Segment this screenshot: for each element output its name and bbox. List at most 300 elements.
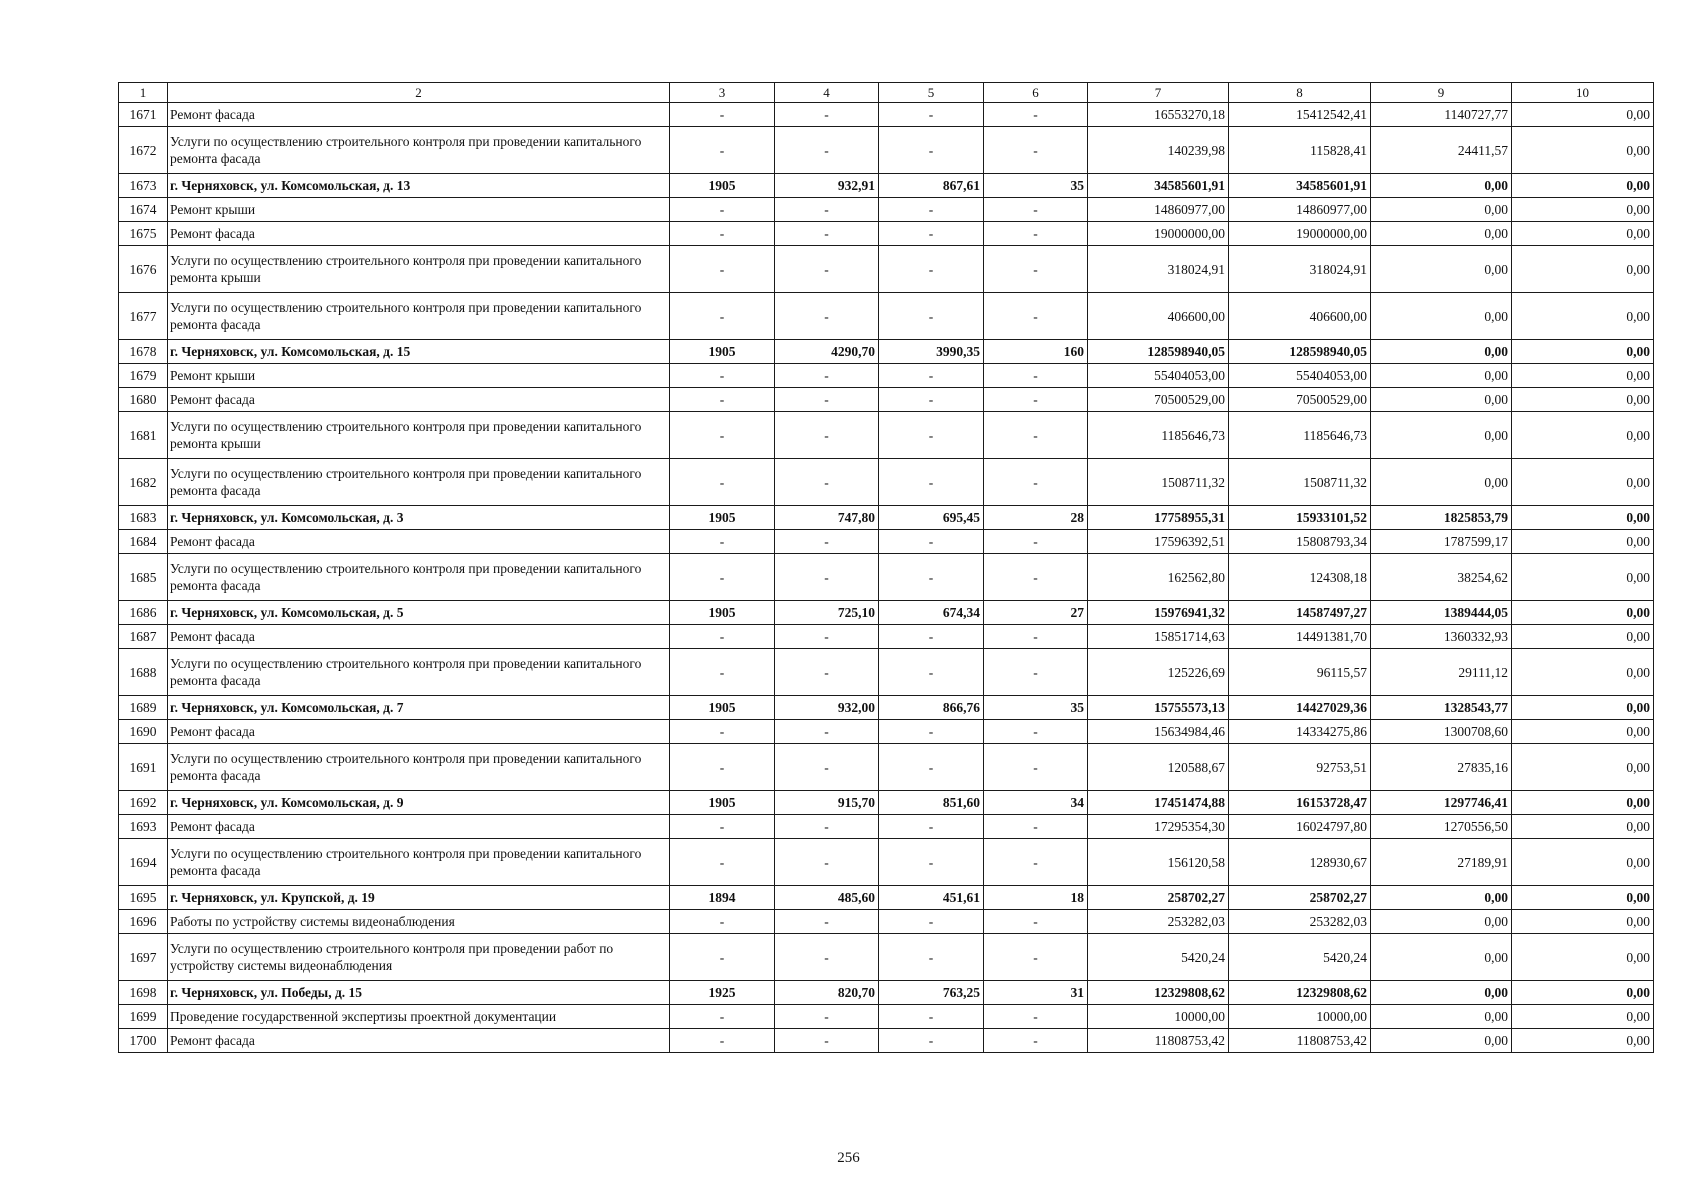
col10-cell: 0,00 bbox=[1512, 886, 1654, 910]
col9-cell: 1328543,77 bbox=[1371, 696, 1512, 720]
col10-cell: 0,00 bbox=[1512, 222, 1654, 246]
col9-cell: 0,00 bbox=[1371, 1005, 1512, 1029]
col9-cell: 1360332,93 bbox=[1371, 625, 1512, 649]
col5-cell: - bbox=[879, 530, 984, 554]
header-cell: 4 bbox=[775, 83, 879, 103]
col6-cell: - bbox=[984, 530, 1088, 554]
table-row bbox=[119, 981, 1654, 1005]
item-name-cell: Ремонт фасада bbox=[168, 1029, 670, 1053]
col4-cell: 725,10 bbox=[775, 601, 879, 625]
row-number-cell: 1694 bbox=[119, 839, 168, 886]
col5-cell: - bbox=[879, 364, 984, 388]
table-row bbox=[119, 625, 1654, 649]
col8-cell: 92753,51 bbox=[1229, 744, 1371, 791]
col4-cell: - bbox=[775, 103, 879, 127]
page-number: 256 bbox=[837, 1150, 860, 1166]
item-name-cell: Услуги по осуществлению строительного контроля при проведении капитального ремонта фасада bbox=[168, 554, 670, 601]
col4-cell: - bbox=[775, 388, 879, 412]
year-cell: - bbox=[670, 127, 775, 174]
row-number-cell: 1693 bbox=[119, 815, 168, 839]
col8-cell: 1185646,73 bbox=[1229, 412, 1371, 459]
table-row bbox=[119, 554, 1654, 601]
col6-cell: - bbox=[984, 720, 1088, 744]
col5-cell: - bbox=[879, 1029, 984, 1053]
col9-cell: 0,00 bbox=[1371, 388, 1512, 412]
year-cell: - bbox=[670, 934, 775, 981]
year-cell: - bbox=[670, 293, 775, 340]
row-number-cell: 1692 bbox=[119, 791, 168, 815]
row-number-cell: 1698 bbox=[119, 981, 168, 1005]
col5-cell: - bbox=[879, 198, 984, 222]
col5-cell: - bbox=[879, 459, 984, 506]
col7-cell: 19000000,00 bbox=[1088, 222, 1229, 246]
col8-cell: 128930,67 bbox=[1229, 839, 1371, 886]
col4-cell: - bbox=[775, 364, 879, 388]
data-table bbox=[118, 82, 1654, 1053]
col4-cell: - bbox=[775, 127, 879, 174]
table-row bbox=[119, 459, 1654, 506]
col9-cell: 0,00 bbox=[1371, 293, 1512, 340]
row-number-cell: 1685 bbox=[119, 554, 168, 601]
year-cell: - bbox=[670, 1029, 775, 1053]
row-number-cell: 1700 bbox=[119, 1029, 168, 1053]
item-name-cell: Услуги по осуществлению строительного контроля при проведении капитального ремонта крыши bbox=[168, 412, 670, 459]
year-cell: - bbox=[670, 198, 775, 222]
row-number-cell: 1688 bbox=[119, 649, 168, 696]
col4-cell: - bbox=[775, 910, 879, 934]
col7-cell: 17758955,31 bbox=[1088, 506, 1229, 530]
col6-cell: - bbox=[984, 103, 1088, 127]
row-number-cell: 1673 bbox=[119, 174, 168, 198]
col10-cell: 0,00 bbox=[1512, 720, 1654, 744]
col4-cell: 747,80 bbox=[775, 506, 879, 530]
col5-cell: 763,25 bbox=[879, 981, 984, 1005]
col10-cell: 0,00 bbox=[1512, 364, 1654, 388]
col9-cell: 0,00 bbox=[1371, 412, 1512, 459]
row-number-cell: 1678 bbox=[119, 340, 168, 364]
col8-cell: 70500529,00 bbox=[1229, 388, 1371, 412]
item-name-cell: Услуги по осуществлению строительного контроля при проведении капитального ремонта фасада bbox=[168, 744, 670, 791]
col10-cell: 0,00 bbox=[1512, 934, 1654, 981]
item-name-cell: Проведение государственной экспертизы проектной документации bbox=[168, 1005, 670, 1029]
col4-cell: 4290,70 bbox=[775, 340, 879, 364]
year-cell: - bbox=[670, 222, 775, 246]
col5-cell: - bbox=[879, 625, 984, 649]
col9-cell: 24411,57 bbox=[1371, 127, 1512, 174]
col8-cell: 15412542,41 bbox=[1229, 103, 1371, 127]
year-cell: - bbox=[670, 815, 775, 839]
col8-cell: 34585601,91 bbox=[1229, 174, 1371, 198]
item-name-cell: Услуги по осуществлению строительного контроля при проведении капитального ремонта крыши bbox=[168, 246, 670, 293]
year-cell: - bbox=[670, 388, 775, 412]
col5-cell: - bbox=[879, 246, 984, 293]
col7-cell: 14860977,00 bbox=[1088, 198, 1229, 222]
col6-cell: - bbox=[984, 459, 1088, 506]
col4-cell: - bbox=[775, 246, 879, 293]
col8-cell: 16153728,47 bbox=[1229, 791, 1371, 815]
col6-cell: - bbox=[984, 127, 1088, 174]
col7-cell: 12329808,62 bbox=[1088, 981, 1229, 1005]
item-name-cell: г. Черняховск, ул. Победы, д. 15 bbox=[168, 981, 670, 1005]
col4-cell: - bbox=[775, 815, 879, 839]
col10-cell: 0,00 bbox=[1512, 293, 1654, 340]
year-cell: - bbox=[670, 744, 775, 791]
table-row bbox=[119, 222, 1654, 246]
col7-cell: 258702,27 bbox=[1088, 886, 1229, 910]
col6-cell: - bbox=[984, 744, 1088, 791]
col6-cell: 18 bbox=[984, 886, 1088, 910]
item-name-cell: Ремонт фасада bbox=[168, 625, 670, 649]
col9-cell: 0,00 bbox=[1371, 1029, 1512, 1053]
col8-cell: 15933101,52 bbox=[1229, 506, 1371, 530]
col9-cell: 0,00 bbox=[1371, 981, 1512, 1005]
year-cell: - bbox=[670, 364, 775, 388]
col7-cell: 34585601,91 bbox=[1088, 174, 1229, 198]
year-cell: - bbox=[670, 103, 775, 127]
col8-cell: 19000000,00 bbox=[1229, 222, 1371, 246]
item-name-cell: Ремонт фасада bbox=[168, 530, 670, 554]
col7-cell: 17451474,88 bbox=[1088, 791, 1229, 815]
col7-cell: 10000,00 bbox=[1088, 1005, 1229, 1029]
col4-cell: 820,70 bbox=[775, 981, 879, 1005]
table-row bbox=[119, 720, 1654, 744]
col4-cell: - bbox=[775, 720, 879, 744]
col10-cell: 0,00 bbox=[1512, 246, 1654, 293]
item-name-cell: г. Черняховск, ул. Комсомольская, д. 3 bbox=[168, 506, 670, 530]
header-cell: 8 bbox=[1229, 83, 1371, 103]
col10-cell: 0,00 bbox=[1512, 744, 1654, 791]
row-number-cell: 1689 bbox=[119, 696, 168, 720]
table-row bbox=[119, 388, 1654, 412]
col6-cell: 160 bbox=[984, 340, 1088, 364]
row-number-cell: 1683 bbox=[119, 506, 168, 530]
col4-cell: - bbox=[775, 198, 879, 222]
col9-cell: 29111,12 bbox=[1371, 649, 1512, 696]
table-row bbox=[119, 601, 1654, 625]
row-number-cell: 1671 bbox=[119, 103, 168, 127]
item-name-cell: г. Черняховск, ул. Комсомольская, д. 7 bbox=[168, 696, 670, 720]
col5-cell: - bbox=[879, 222, 984, 246]
row-number-cell: 1686 bbox=[119, 601, 168, 625]
col5-cell: 3990,35 bbox=[879, 340, 984, 364]
col4-cell: 932,00 bbox=[775, 696, 879, 720]
col10-cell: 0,00 bbox=[1512, 340, 1654, 364]
col6-cell: - bbox=[984, 412, 1088, 459]
col7-cell: 406600,00 bbox=[1088, 293, 1229, 340]
col10-cell: 0,00 bbox=[1512, 459, 1654, 506]
item-name-cell: Ремонт фасада bbox=[168, 388, 670, 412]
col6-cell: - bbox=[984, 910, 1088, 934]
table-row bbox=[119, 198, 1654, 222]
col5-cell: - bbox=[879, 554, 984, 601]
table-row bbox=[119, 1029, 1654, 1053]
col9-cell: 1297746,41 bbox=[1371, 791, 1512, 815]
year-cell: - bbox=[670, 910, 775, 934]
row-number-cell: 1676 bbox=[119, 246, 168, 293]
year-cell: - bbox=[670, 839, 775, 886]
col8-cell: 14427029,36 bbox=[1229, 696, 1371, 720]
item-name-cell: Услуги по осуществлению строительного контроля при проведении капитального ремонта фасада bbox=[168, 649, 670, 696]
col7-cell: 55404053,00 bbox=[1088, 364, 1229, 388]
col6-cell: - bbox=[984, 554, 1088, 601]
col7-cell: 17596392,51 bbox=[1088, 530, 1229, 554]
col6-cell: 35 bbox=[984, 696, 1088, 720]
col4-cell: - bbox=[775, 222, 879, 246]
table-row bbox=[119, 791, 1654, 815]
table-row bbox=[119, 839, 1654, 886]
col9-cell: 1389444,05 bbox=[1371, 601, 1512, 625]
col8-cell: 96115,57 bbox=[1229, 649, 1371, 696]
table-row bbox=[119, 340, 1654, 364]
row-number-cell: 1687 bbox=[119, 625, 168, 649]
col6-cell: 35 bbox=[984, 174, 1088, 198]
col4-cell: 915,70 bbox=[775, 791, 879, 815]
table-row bbox=[119, 506, 1654, 530]
col6-cell: 27 bbox=[984, 601, 1088, 625]
col8-cell: 15808793,34 bbox=[1229, 530, 1371, 554]
table-row bbox=[119, 246, 1654, 293]
col5-cell: - bbox=[879, 388, 984, 412]
col9-cell: 0,00 bbox=[1371, 910, 1512, 934]
item-name-cell: Ремонт фасада bbox=[168, 103, 670, 127]
col10-cell: 0,00 bbox=[1512, 791, 1654, 815]
col4-cell: - bbox=[775, 459, 879, 506]
col5-cell: - bbox=[879, 649, 984, 696]
col9-cell: 1825853,79 bbox=[1371, 506, 1512, 530]
item-name-cell: Услуги по осуществлению строительного контроля при проведении работ по устройству системы видеонаблюдения bbox=[168, 934, 670, 981]
table-row bbox=[119, 364, 1654, 388]
col7-cell: 5420,24 bbox=[1088, 934, 1229, 981]
col9-cell: 0,00 bbox=[1371, 340, 1512, 364]
col10-cell: 0,00 bbox=[1512, 815, 1654, 839]
col4-cell: - bbox=[775, 625, 879, 649]
col8-cell: 12329808,62 bbox=[1229, 981, 1371, 1005]
year-cell: - bbox=[670, 625, 775, 649]
header-cell: 9 bbox=[1371, 83, 1512, 103]
col8-cell: 5420,24 bbox=[1229, 934, 1371, 981]
col8-cell: 115828,41 bbox=[1229, 127, 1371, 174]
header-cell: 7 bbox=[1088, 83, 1229, 103]
col8-cell: 318024,91 bbox=[1229, 246, 1371, 293]
col5-cell: - bbox=[879, 910, 984, 934]
col8-cell: 1508711,32 bbox=[1229, 459, 1371, 506]
table-row bbox=[119, 886, 1654, 910]
col6-cell: - bbox=[984, 934, 1088, 981]
col4-cell: - bbox=[775, 1005, 879, 1029]
col8-cell: 10000,00 bbox=[1229, 1005, 1371, 1029]
year-cell: - bbox=[670, 649, 775, 696]
col7-cell: 15976941,32 bbox=[1088, 601, 1229, 625]
row-number-cell: 1674 bbox=[119, 198, 168, 222]
col10-cell: 0,00 bbox=[1512, 625, 1654, 649]
col8-cell: 14860977,00 bbox=[1229, 198, 1371, 222]
col9-cell: 0,00 bbox=[1371, 886, 1512, 910]
col10-cell: 0,00 bbox=[1512, 412, 1654, 459]
row-number-cell: 1682 bbox=[119, 459, 168, 506]
col9-cell: 1140727,77 bbox=[1371, 103, 1512, 127]
col5-cell: 695,45 bbox=[879, 506, 984, 530]
col10-cell: 0,00 bbox=[1512, 103, 1654, 127]
col7-cell: 140239,98 bbox=[1088, 127, 1229, 174]
row-number-cell: 1672 bbox=[119, 127, 168, 174]
col5-cell: 674,34 bbox=[879, 601, 984, 625]
col7-cell: 253282,03 bbox=[1088, 910, 1229, 934]
table-row bbox=[119, 696, 1654, 720]
table-row bbox=[119, 744, 1654, 791]
col7-cell: 11808753,42 bbox=[1088, 1029, 1229, 1053]
col10-cell: 0,00 bbox=[1512, 388, 1654, 412]
col7-cell: 318024,91 bbox=[1088, 246, 1229, 293]
col5-cell: 851,60 bbox=[879, 791, 984, 815]
col7-cell: 120588,67 bbox=[1088, 744, 1229, 791]
col9-cell: 0,00 bbox=[1371, 222, 1512, 246]
col9-cell: 0,00 bbox=[1371, 246, 1512, 293]
year-cell: 1905 bbox=[670, 506, 775, 530]
year-cell: - bbox=[670, 530, 775, 554]
table-row bbox=[119, 649, 1654, 696]
row-number-cell: 1677 bbox=[119, 293, 168, 340]
year-cell: 1905 bbox=[670, 340, 775, 364]
col7-cell: 17295354,30 bbox=[1088, 815, 1229, 839]
col6-cell: 31 bbox=[984, 981, 1088, 1005]
col4-cell: - bbox=[775, 412, 879, 459]
col5-cell: - bbox=[879, 1005, 984, 1029]
col10-cell: 0,00 bbox=[1512, 127, 1654, 174]
col8-cell: 128598940,05 bbox=[1229, 340, 1371, 364]
table-row bbox=[119, 815, 1654, 839]
col4-cell: - bbox=[775, 293, 879, 340]
table-row bbox=[119, 412, 1654, 459]
col7-cell: 15634984,46 bbox=[1088, 720, 1229, 744]
table-row bbox=[119, 127, 1654, 174]
col9-cell: 27835,16 bbox=[1371, 744, 1512, 791]
col7-cell: 128598940,05 bbox=[1088, 340, 1229, 364]
col10-cell: 0,00 bbox=[1512, 981, 1654, 1005]
col8-cell: 258702,27 bbox=[1229, 886, 1371, 910]
col9-cell: 1300708,60 bbox=[1371, 720, 1512, 744]
col8-cell: 14587497,27 bbox=[1229, 601, 1371, 625]
col6-cell: - bbox=[984, 198, 1088, 222]
item-name-cell: Ремонт фасада bbox=[168, 222, 670, 246]
col8-cell: 406600,00 bbox=[1229, 293, 1371, 340]
col4-cell: - bbox=[775, 839, 879, 886]
col7-cell: 16553270,18 bbox=[1088, 103, 1229, 127]
year-cell: - bbox=[670, 1005, 775, 1029]
col5-cell: - bbox=[879, 720, 984, 744]
item-name-cell: г. Черняховск, ул. Комсомольская, д. 5 bbox=[168, 601, 670, 625]
item-name-cell: Ремонт фасада bbox=[168, 720, 670, 744]
table-row bbox=[119, 1005, 1654, 1029]
table-row bbox=[119, 530, 1654, 554]
item-name-cell: Услуги по осуществлению строительного контроля при проведении капитального ремонта фасада bbox=[168, 127, 670, 174]
year-cell: 1905 bbox=[670, 791, 775, 815]
col4-cell: 485,60 bbox=[775, 886, 879, 910]
table-row bbox=[119, 910, 1654, 934]
item-name-cell: Услуги по осуществлению строительного контроля при проведении капитального ремонта фасада bbox=[168, 459, 670, 506]
table-row bbox=[119, 103, 1654, 127]
col5-cell: - bbox=[879, 103, 984, 127]
col5-cell: 451,61 bbox=[879, 886, 984, 910]
table-row bbox=[119, 293, 1654, 340]
col5-cell: 867,61 bbox=[879, 174, 984, 198]
header-cell: 3 bbox=[670, 83, 775, 103]
item-name-cell: г. Черняховск, ул. Комсомольская, д. 13 bbox=[168, 174, 670, 198]
col8-cell: 55404053,00 bbox=[1229, 364, 1371, 388]
year-cell: - bbox=[670, 459, 775, 506]
row-number-cell: 1675 bbox=[119, 222, 168, 246]
row-number-cell: 1697 bbox=[119, 934, 168, 981]
col8-cell: 124308,18 bbox=[1229, 554, 1371, 601]
table-row bbox=[119, 174, 1654, 198]
col6-cell: 34 bbox=[984, 791, 1088, 815]
col4-cell: - bbox=[775, 530, 879, 554]
col7-cell: 15755573,13 bbox=[1088, 696, 1229, 720]
col5-cell: - bbox=[879, 934, 984, 981]
item-name-cell: Услуги по осуществлению строительного контроля при проведении капитального ремонта фасада bbox=[168, 839, 670, 886]
row-number-cell: 1684 bbox=[119, 530, 168, 554]
table-row bbox=[119, 934, 1654, 981]
col9-cell: 1787599,17 bbox=[1371, 530, 1512, 554]
header-cell: 6 bbox=[984, 83, 1088, 103]
col6-cell: - bbox=[984, 1005, 1088, 1029]
col8-cell: 16024797,80 bbox=[1229, 815, 1371, 839]
col6-cell: - bbox=[984, 1029, 1088, 1053]
col10-cell: 0,00 bbox=[1512, 530, 1654, 554]
col7-cell: 1185646,73 bbox=[1088, 412, 1229, 459]
col7-cell: 162562,80 bbox=[1088, 554, 1229, 601]
col6-cell: - bbox=[984, 293, 1088, 340]
col4-cell: - bbox=[775, 649, 879, 696]
col4-cell: - bbox=[775, 554, 879, 601]
header-cell: 10 bbox=[1512, 83, 1654, 103]
col7-cell: 70500529,00 bbox=[1088, 388, 1229, 412]
col10-cell: 0,00 bbox=[1512, 198, 1654, 222]
col6-cell: - bbox=[984, 388, 1088, 412]
row-number-cell: 1691 bbox=[119, 744, 168, 791]
col7-cell: 15851714,63 bbox=[1088, 625, 1229, 649]
header-cell: 5 bbox=[879, 83, 984, 103]
col6-cell: - bbox=[984, 246, 1088, 293]
item-name-cell: г. Черняховск, ул. Комсомольская, д. 15 bbox=[168, 340, 670, 364]
year-cell: - bbox=[670, 554, 775, 601]
col7-cell: 156120,58 bbox=[1088, 839, 1229, 886]
col9-cell: 1270556,50 bbox=[1371, 815, 1512, 839]
col6-cell: 28 bbox=[984, 506, 1088, 530]
col5-cell: - bbox=[879, 127, 984, 174]
year-cell: 1905 bbox=[670, 601, 775, 625]
year-cell: 1925 bbox=[670, 981, 775, 1005]
item-name-cell: Услуги по осуществлению строительного контроля при проведении капитального ремонта фасада bbox=[168, 293, 670, 340]
col10-cell: 0,00 bbox=[1512, 174, 1654, 198]
col5-cell: 866,76 bbox=[879, 696, 984, 720]
col7-cell: 125226,69 bbox=[1088, 649, 1229, 696]
year-cell: 1894 bbox=[670, 886, 775, 910]
header-cell: 1 bbox=[119, 83, 168, 103]
col6-cell: - bbox=[984, 815, 1088, 839]
col5-cell: - bbox=[879, 293, 984, 340]
col6-cell: - bbox=[984, 625, 1088, 649]
item-name-cell: г. Черняховск, ул. Крупской, д. 19 bbox=[168, 886, 670, 910]
year-cell: 1905 bbox=[670, 696, 775, 720]
col5-cell: - bbox=[879, 412, 984, 459]
year-cell: 1905 bbox=[670, 174, 775, 198]
item-name-cell: Ремонт крыши bbox=[168, 198, 670, 222]
col9-cell: 38254,62 bbox=[1371, 554, 1512, 601]
item-name-cell: г. Черняховск, ул. Комсомольская, д. 9 bbox=[168, 791, 670, 815]
header-cell: 2 bbox=[168, 83, 670, 103]
col10-cell: 0,00 bbox=[1512, 1005, 1654, 1029]
col10-cell: 0,00 bbox=[1512, 839, 1654, 886]
